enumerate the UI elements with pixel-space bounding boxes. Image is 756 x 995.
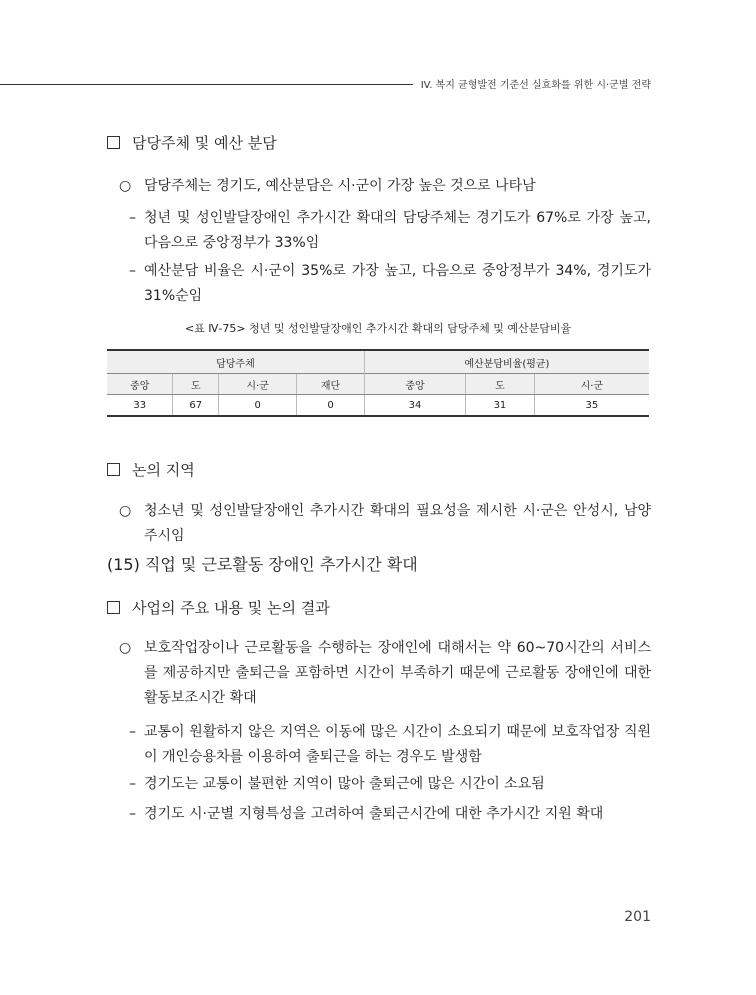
table-cell: 67 bbox=[173, 395, 219, 417]
square-bullet-icon bbox=[107, 463, 120, 476]
bullet-responsibility-summary: ○ 담당주체는 경기도, 예산분담은 시·군이 가장 높은 것으로 나타남 bbox=[119, 174, 651, 199]
subsection-heading: (15) 직업 및 근로활동 장애인 추가시간 확대 bbox=[107, 555, 418, 574]
dash-bullet-icon: – bbox=[129, 776, 136, 792]
column-header: 중앙 bbox=[364, 374, 465, 395]
square-bullet-icon bbox=[107, 601, 120, 614]
table-group-responsibility: 담당주체 bbox=[107, 350, 364, 374]
dash-item-support: – 경기도 시·군별 지형특성을 고려하여 출퇴근시간에 대한 추가시간 지원 확대 bbox=[129, 802, 651, 827]
dash-item-responsibility: – 청년 및 성인발달장애인 추가시간 확대의 담당주체는 경기도가 67%로 가장 높고, 다음으로 중앙정부가 33%임 bbox=[129, 206, 651, 256]
dash-bullet-icon: – bbox=[129, 806, 136, 822]
running-header: IV. 복지 균형발전 기준선 실효화를 위한 시·군별 전략 bbox=[413, 76, 651, 91]
bullet-discussion-region: ○ 청소년 및 성인발달장애인 추가시간 확대의 필요성을 제시한 시·군은 안성시, 남양주시임 bbox=[119, 499, 651, 549]
column-header: 도 bbox=[173, 374, 219, 395]
dash-bullet-icon: – bbox=[129, 724, 136, 740]
table-group-budget: 예산분담비율(평균) bbox=[364, 350, 649, 374]
budget-table bbox=[107, 349, 649, 417]
table-caption: <표 Ⅳ-75> 청년 및 성인발달장애인 추가시간 확대의 담당주체 및 예산분담비율 bbox=[184, 322, 572, 335]
page-number: 201 bbox=[624, 909, 651, 925]
square-bullet-icon bbox=[107, 136, 120, 149]
circle-bullet-icon: ○ bbox=[119, 640, 132, 656]
table-cell: 35 bbox=[534, 395, 649, 417]
circle-bullet-icon: ○ bbox=[119, 178, 132, 194]
column-header: 시·군 bbox=[534, 374, 649, 395]
column-header: 재단 bbox=[297, 374, 365, 395]
column-header: 중앙 bbox=[107, 374, 173, 395]
bullet-main-content: ○ 보호작업장이나 근로활동을 수행하는 장애인에 대해서는 약 60~70시간의 서비스를 제공하지만 출퇴근을 포함하면 시간이 부족하기 때문에 근로활동 장애인에 대한 활동보조시간 확대 bbox=[119, 636, 651, 711]
dash-bullet-icon: – bbox=[129, 210, 136, 226]
dash-item-transport: – 교통이 원활하지 않은 지역은 이동에 많은 시간이 소요되기 때문에 보호작업장 직원이 개인승용차를 이용하여 출퇴근을 하는 경우도 발생함 bbox=[129, 720, 651, 770]
circle-bullet-icon: ○ bbox=[119, 503, 132, 519]
column-header: 시·군 bbox=[219, 374, 297, 395]
table-row bbox=[107, 395, 649, 417]
section-title-discussion-region: 논의 지역 bbox=[107, 459, 195, 480]
column-header: 도 bbox=[466, 374, 534, 395]
dash-item-commute: – 경기도는 교통이 불편한 지역이 많아 출퇴근에 많은 시간이 소요됨 bbox=[129, 772, 651, 797]
table-cell: 31 bbox=[466, 395, 534, 417]
table-cell: 0 bbox=[219, 395, 297, 417]
table-cell: 34 bbox=[364, 395, 465, 417]
dash-bullet-icon: – bbox=[129, 263, 136, 279]
table-cell: 33 bbox=[107, 395, 173, 417]
table-cell: 0 bbox=[297, 395, 365, 417]
dash-item-budget: – 예산분담 비율은 시·군이 35%로 가장 높고, 다음으로 중앙정부가 34%, 경기도가 31%순임 bbox=[129, 259, 651, 309]
section-title-responsibility: 담당주체 및 예산 분담 bbox=[107, 132, 277, 153]
section-title-main-content: 사업의 주요 내용 및 논의 결과 bbox=[107, 597, 330, 618]
